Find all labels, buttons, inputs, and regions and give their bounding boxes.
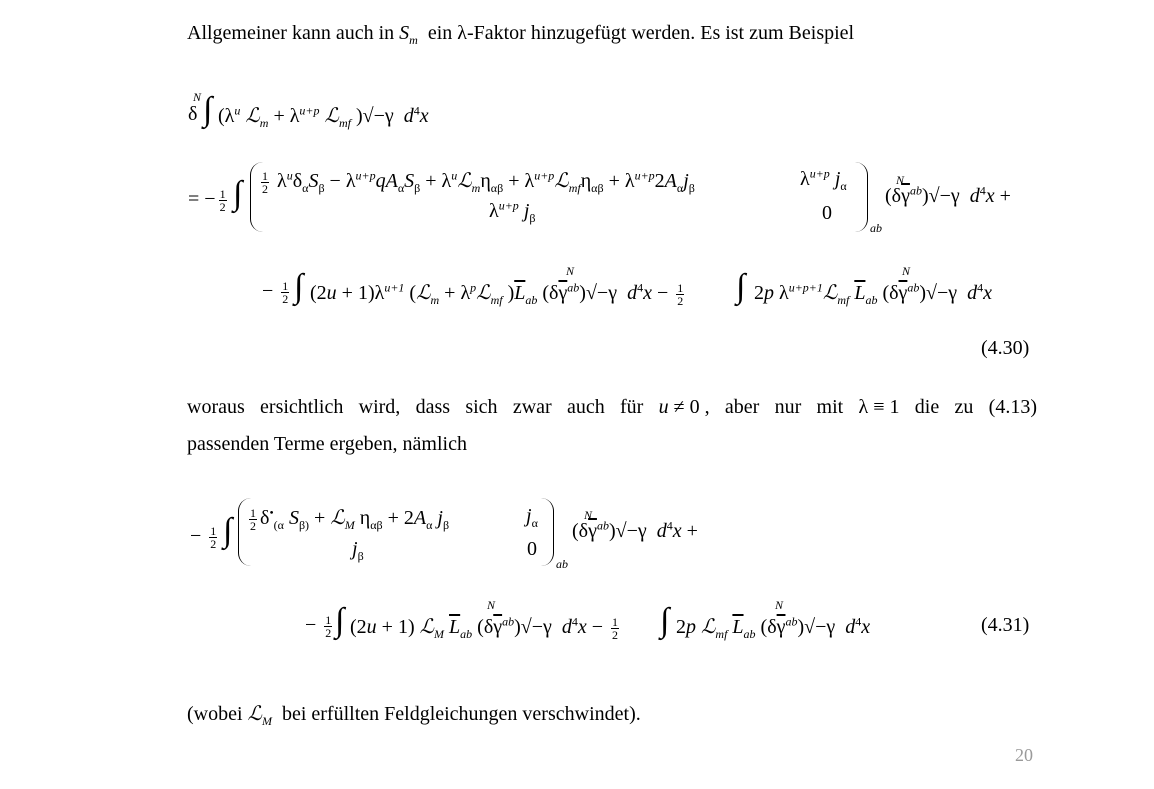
paragraph-conclusion-line2: passenden Terme ergeben, nämlich xyxy=(187,433,467,455)
page-number: 20 xyxy=(1015,745,1033,765)
paragraph-intro: Allgemeiner kann auch in $S_m$ ein λ-Faktor hinzugefügt werden. Es ist zum Beispiel xyxy=(187,22,855,47)
equation-label-4-31: (4.31) xyxy=(981,614,1030,636)
paragraph-conclusion: woraus ersichtlich wird, dass sich zwar auch für u ≠ 0 , aber nur mit λ ≡ 1 die zu (4.13) xyxy=(187,396,1037,418)
equation-label-4-30: (4.30) xyxy=(981,337,1030,359)
paragraph-footnote: (wobei ℒ$_M$ bei erfüllten Feldgleichungen verschwindet). xyxy=(187,703,641,728)
